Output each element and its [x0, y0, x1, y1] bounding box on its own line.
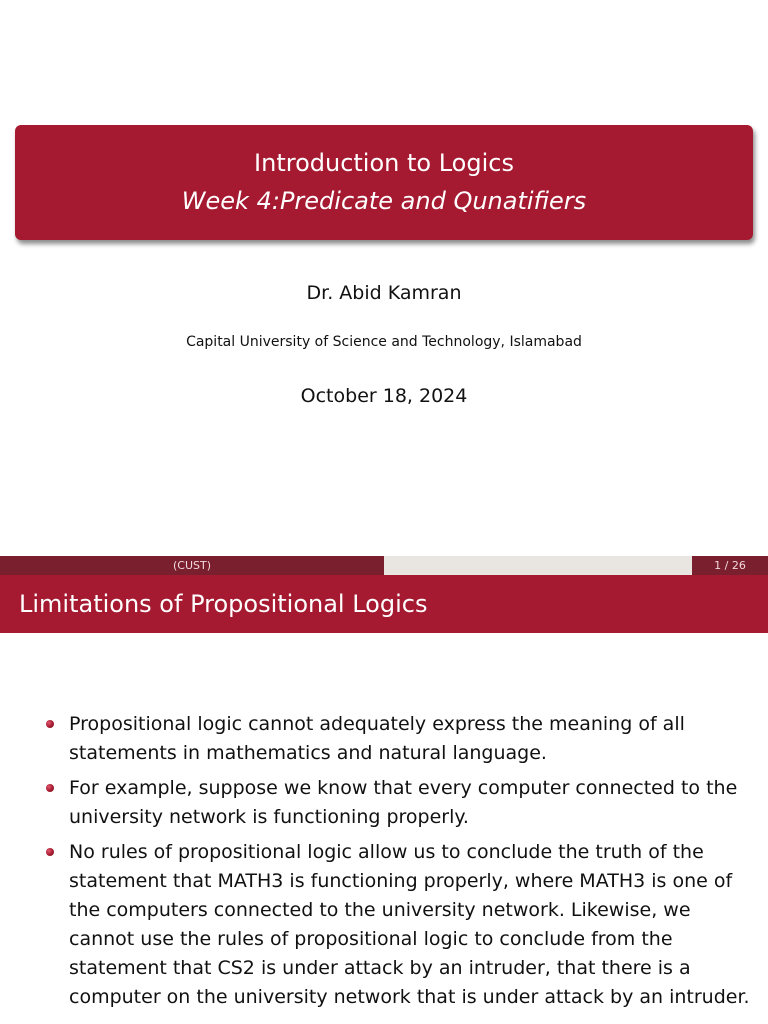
title-block: [15, 125, 753, 240]
bullet-text: Propositional logic cannot adequately express the meaning of all statements in mathematics and natural language.: [69, 713, 685, 764]
presentation-date: October 18, 2024: [300, 385, 468, 407]
list-item: [44, 774, 756, 832]
frame-title-bar: [0, 575, 768, 633]
bullet-icon: [46, 720, 54, 728]
footer-page-number: 1 / 26: [692, 556, 768, 575]
list-item: [44, 838, 756, 1012]
list-item: [44, 710, 756, 768]
presentation-subtitle: Week 4:Predicate and Qunatifiers: [181, 187, 587, 215]
bullet-icon: [46, 848, 54, 856]
footer-bar: [0, 556, 768, 575]
bullet-list: [44, 710, 756, 1018]
bullet-icon: [46, 784, 54, 792]
frame-title: Limitations of Propositional Logics: [19, 590, 428, 618]
bullet-text: No rules of propositional logic allow us to conclude the truth of the statement that MATH3 is functioning properly, where MATH3 is one of the computers connected to the university network. Likewise, we cannot use the rules of propositional logic to conclude from the statement that CS2 is under attack by an intruder, that there is a computer on the university network that is under attack by an intruder.: [69, 841, 750, 1008]
footer-title-area: [384, 556, 692, 575]
bullet-text: For example, suppose we know that every computer connected to the university network is functioning properly.: [69, 777, 738, 828]
institute-name: Capital University of Science and Technology, Islamabad: [186, 334, 582, 350]
author-name: Dr. Abid Kamran: [306, 282, 462, 304]
footer-institute: (CUST): [0, 556, 384, 575]
presentation-title: Introduction to Logics: [254, 149, 514, 177]
